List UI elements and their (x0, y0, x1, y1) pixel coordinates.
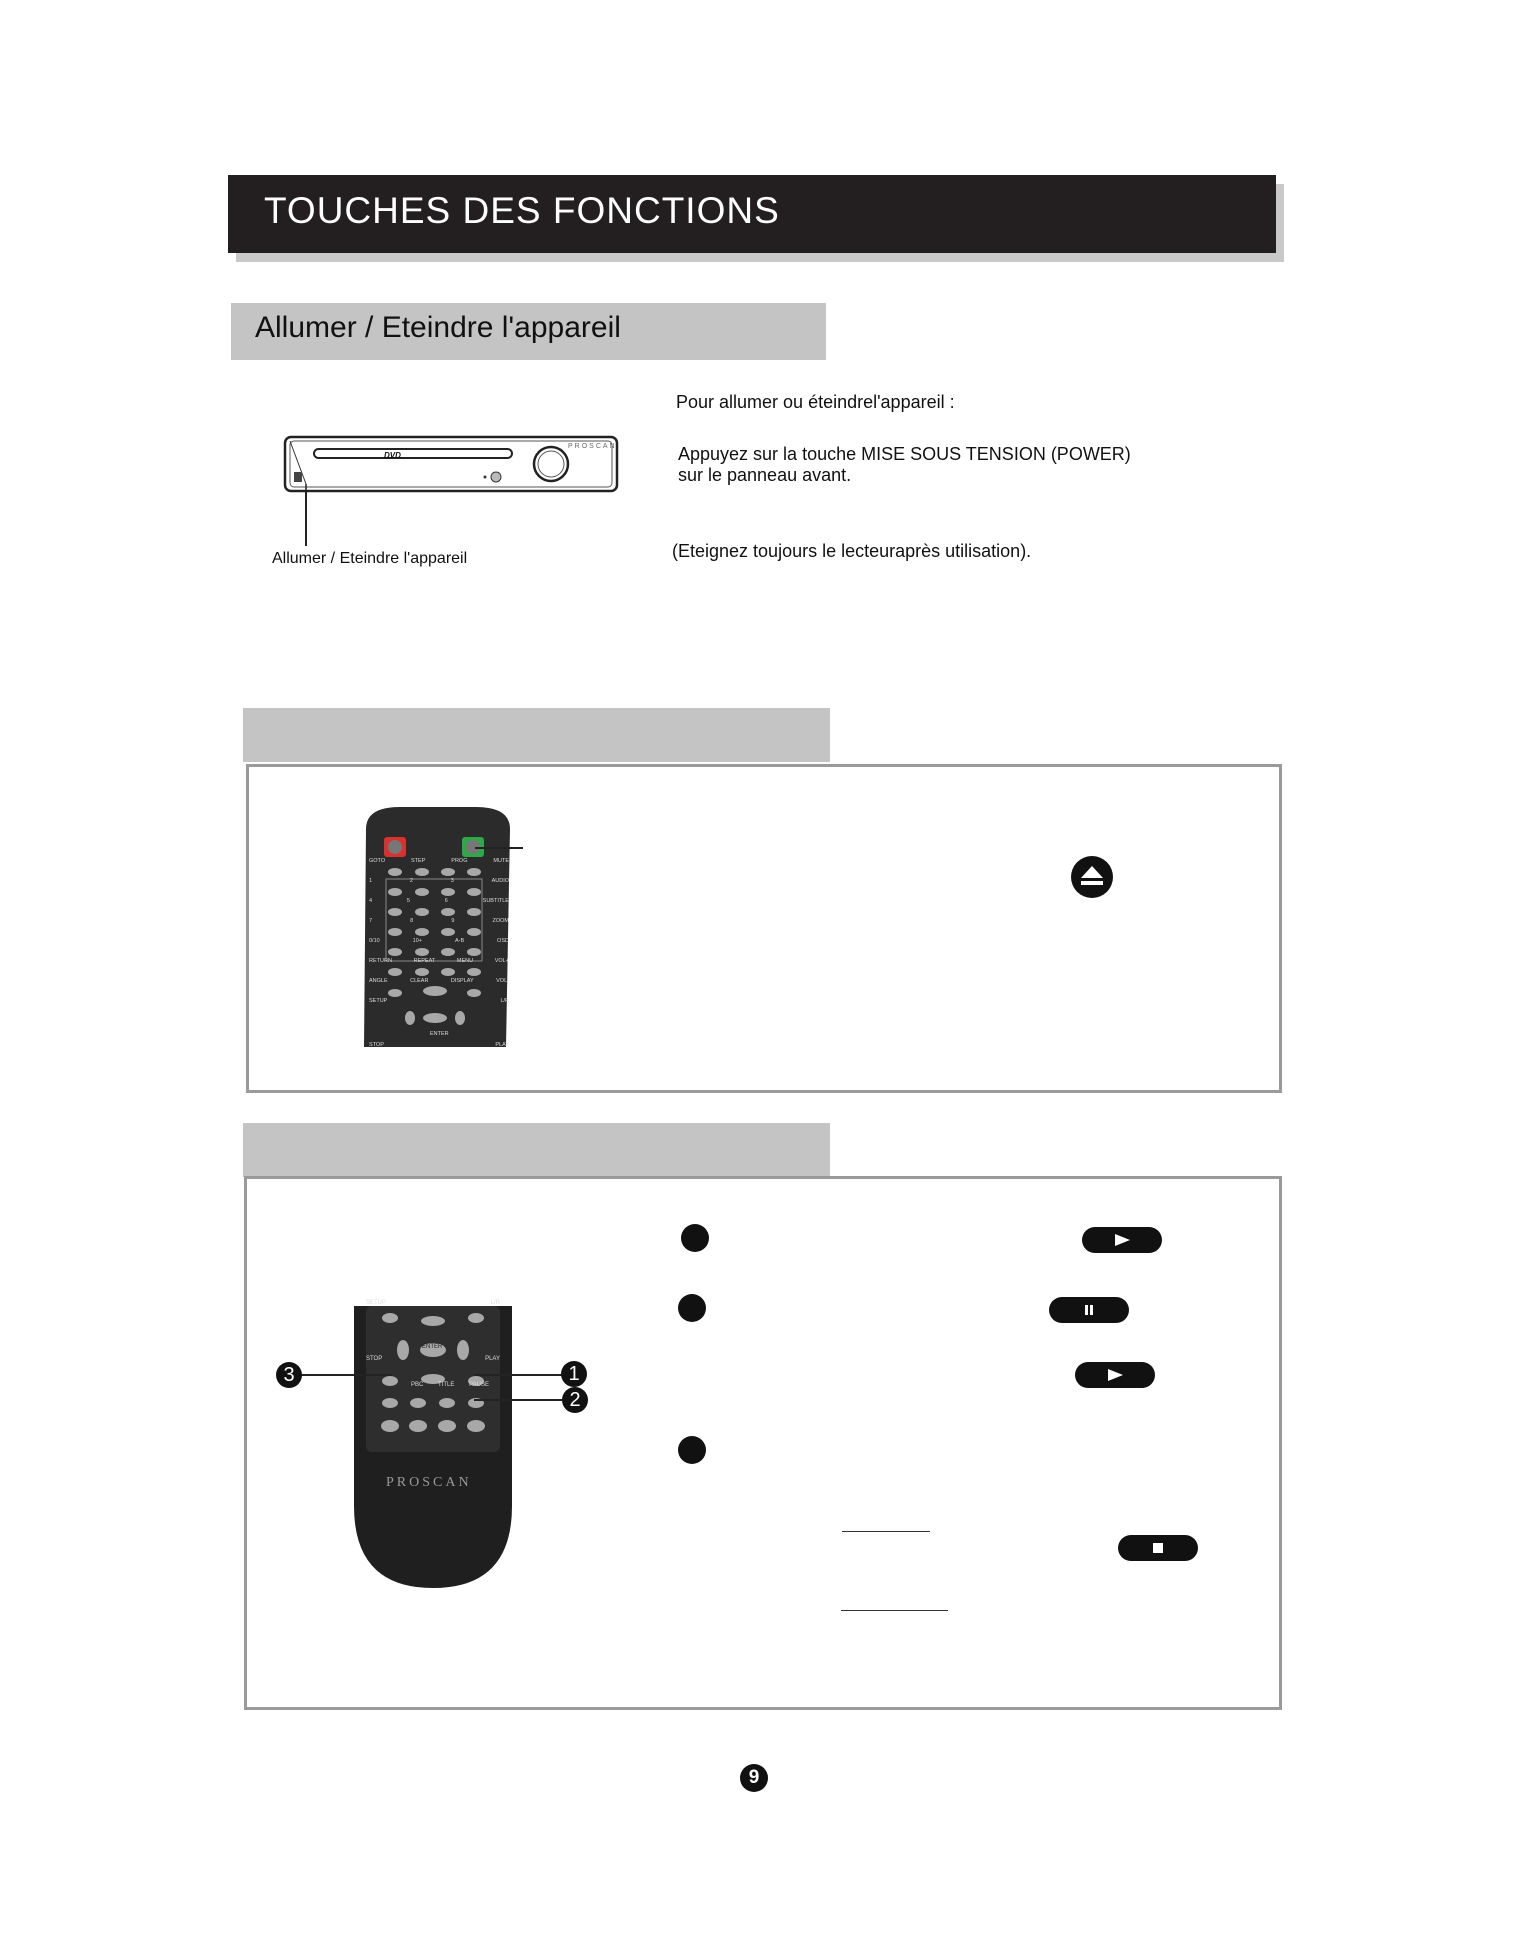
callout-2: 2 (562, 1387, 588, 1413)
label-audio: AUDIO (491, 878, 509, 884)
label-lr-bottom: L/R (490, 1300, 500, 1306)
label-10plus: 10+ (412, 938, 422, 944)
eject-icon (1070, 855, 1114, 899)
label-2: 2 (409, 878, 413, 884)
label-return: RETURN (369, 958, 392, 964)
page-title: TOUCHES DES FONCTIONS (264, 190, 780, 231)
power-instruction-line1: Appuyez sur la touche MISE SOUS TENSION (POWER) (678, 444, 1131, 464)
label-stop: STOP (369, 1042, 384, 1048)
label-display: DISPLAY (450, 978, 474, 984)
label-5: 5 (406, 898, 410, 904)
player-brand: PROSCAN (568, 443, 617, 450)
step-bullet-2 (678, 1294, 706, 1322)
page-number: 9 (740, 1764, 768, 1792)
label-7: 7 (369, 918, 373, 924)
label-vol-minus: VOL- (496, 978, 509, 984)
label-step: STEP (411, 858, 426, 864)
callout-1: 1 (561, 1361, 587, 1387)
pause-button-icon (1049, 1297, 1129, 1323)
label-1: 1 (369, 878, 373, 884)
callout-line-1 (474, 1374, 562, 1376)
underline-mark-1 (842, 1531, 930, 1532)
label-osd: OSD (497, 938, 509, 944)
label-subtitle: SUBTITLE (482, 898, 509, 904)
label-enter: ENTER (430, 1031, 449, 1037)
label-play-bottom: PLAY (485, 1356, 500, 1362)
label-pause: PAUSE (469, 1382, 489, 1388)
label-play: PLAY (495, 1042, 509, 1048)
label-setup: SETUP (369, 998, 388, 1004)
label-8: 8 (410, 918, 414, 924)
label-6: 6 (444, 898, 448, 904)
label-prog: PROG (451, 858, 468, 864)
power-section-title: Allumer / Eteindre l'appareil (255, 311, 621, 344)
playback-section-header (243, 1123, 830, 1177)
callout-3: 3 (276, 1362, 302, 1388)
label-3: 3 (450, 878, 454, 884)
resume-play-button-icon (1075, 1362, 1155, 1388)
label-4: 4 (369, 898, 373, 904)
label-menu: MENU (456, 958, 474, 964)
stop-button-icon (1118, 1535, 1198, 1561)
callout-line-3 (300, 1374, 392, 1376)
power-note: (Eteignez toujours le lecteuraprès utilisation). (672, 541, 1032, 561)
label-title: TITLE (438, 1382, 455, 1388)
remote-top-illustration (360, 805, 516, 1047)
label-0-10: 0/10 (369, 938, 380, 944)
callout-line-2 (474, 1399, 562, 1401)
play-button-icon (1082, 1227, 1162, 1253)
power-leader-line (305, 490, 307, 546)
label-9: 9 (451, 918, 455, 924)
label-ab: A-B (454, 938, 465, 944)
step-bullet-1 (681, 1224, 709, 1252)
label-lr: L/R (500, 998, 509, 1004)
label-pbc: PBC (411, 1382, 424, 1388)
power-instruction-line2: sur le panneau avant. (678, 465, 852, 485)
label-clear: CLEAR (410, 978, 429, 984)
eject-section-header (243, 708, 830, 762)
label-angle: ANGLE (369, 978, 388, 984)
label-mute: MUTE (493, 858, 509, 864)
underline-mark-2 (841, 1610, 948, 1611)
label-repeat: REPEAT (413, 958, 436, 964)
label-stop-bottom: STOP (366, 1356, 383, 1362)
dvd-logo: DVD (384, 451, 401, 460)
label-vol-plus: VOL+ (494, 958, 509, 964)
power-intro-text: Pour allumer ou éteindrel'appareil : (676, 392, 955, 412)
step-bullet-3 (678, 1436, 706, 1464)
label-goto: GOTO (369, 858, 386, 864)
label-zoom: ZOOM (492, 918, 509, 924)
label-setup-bottom: SETUP (366, 1300, 387, 1306)
eject-leader-line (475, 847, 523, 849)
remote-brand: PROSCAN (386, 1475, 472, 1490)
label-enter-bottom: ENTER (422, 1344, 443, 1350)
power-figure-label: Allumer / Eteindre l'appareil (272, 550, 468, 567)
